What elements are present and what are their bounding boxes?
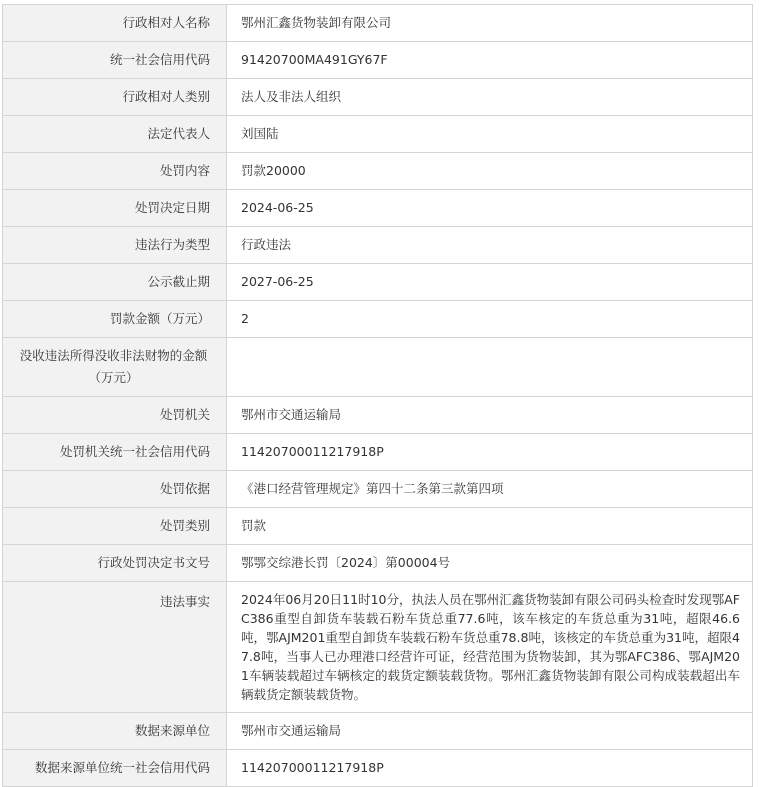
table-row bbox=[3, 582, 753, 713]
field-value: 鄂鄂交综港长罚〔2024〕第00004号 bbox=[227, 545, 753, 582]
table-row bbox=[3, 5, 753, 42]
field-label: 数据来源单位 bbox=[3, 713, 227, 750]
field-label: 处罚类别 bbox=[3, 508, 227, 545]
field-label: 处罚内容 bbox=[3, 153, 227, 190]
field-value: 罚款20000 bbox=[227, 153, 753, 190]
field-label: 处罚机关 bbox=[3, 397, 227, 434]
field-label: 行政相对人类别 bbox=[3, 79, 227, 116]
field-value: 罚款 bbox=[227, 508, 753, 545]
table-row bbox=[3, 42, 753, 79]
field-value: 11420700011217918P bbox=[227, 434, 753, 471]
table-row bbox=[3, 79, 753, 116]
field-label: 行政相对人名称 bbox=[3, 5, 227, 42]
table-row bbox=[3, 508, 753, 545]
field-label: 处罚决定日期 bbox=[3, 190, 227, 227]
table-row bbox=[3, 713, 753, 750]
field-label: 没收违法所得没收非法财物的金额（万元） bbox=[3, 338, 227, 397]
field-label: 数据来源单位统一社会信用代码 bbox=[3, 750, 227, 787]
field-label: 行政处罚决定书文号 bbox=[3, 545, 227, 582]
field-value bbox=[227, 338, 753, 397]
table-row bbox=[3, 264, 753, 301]
field-value: 2024-06-25 bbox=[227, 190, 753, 227]
field-value: 鄂州市交通运输局 bbox=[227, 713, 753, 750]
field-value: 刘国陆 bbox=[227, 116, 753, 153]
field-value: 2024年06月20日11时10分，执法人员在鄂州汇鑫货物装卸有限公司码头检查时发现鄂AFC386重型自卸货车装载石粉车货总重77.6吨，该车核定的车货总重为31吨，超限46.6吨，鄂AJM201重型自卸货车装载石粉车货总重78.8吨，该核定的车货总重为31吨，超限47.8吨，当事人已办理港口经营许可证，经营范围为货物装卸，其为鄂AFC386、鄂AJM201车辆装载超过车辆核定的载货定额装载货物。鄂州汇鑫货物装卸有限公司构成装载超出车辆载货定额装载货物。 bbox=[227, 582, 753, 713]
field-value: 91420700MA491GY67F bbox=[227, 42, 753, 79]
field-value: 2027-06-25 bbox=[227, 264, 753, 301]
field-value: 2 bbox=[227, 301, 753, 338]
field-label: 法定代表人 bbox=[3, 116, 227, 153]
field-value: 11420700011217918P bbox=[227, 750, 753, 787]
table-row bbox=[3, 471, 753, 508]
field-label: 处罚机关统一社会信用代码 bbox=[3, 434, 227, 471]
table-row bbox=[3, 545, 753, 582]
field-value: 《港口经营管理规定》第四十二条第三款第四项 bbox=[227, 471, 753, 508]
field-value: 行政违法 bbox=[227, 227, 753, 264]
table-row bbox=[3, 227, 753, 264]
field-label: 处罚依据 bbox=[3, 471, 227, 508]
table-row bbox=[3, 301, 753, 338]
table-row bbox=[3, 153, 753, 190]
table-row bbox=[3, 434, 753, 471]
table-row bbox=[3, 397, 753, 434]
field-label: 统一社会信用代码 bbox=[3, 42, 227, 79]
field-label: 公示截止期 bbox=[3, 264, 227, 301]
field-label: 违法事实 bbox=[3, 582, 227, 713]
field-value: 法人及非法人组织 bbox=[227, 79, 753, 116]
field-label: 违法行为类型 bbox=[3, 227, 227, 264]
field-value: 鄂州汇鑫货物装卸有限公司 bbox=[227, 5, 753, 42]
table-row bbox=[3, 338, 753, 397]
field-label: 罚款金额（万元） bbox=[3, 301, 227, 338]
penalty-info-table bbox=[2, 4, 753, 787]
field-value: 鄂州市交通运输局 bbox=[227, 397, 753, 434]
table-row bbox=[3, 190, 753, 227]
table-row bbox=[3, 116, 753, 153]
